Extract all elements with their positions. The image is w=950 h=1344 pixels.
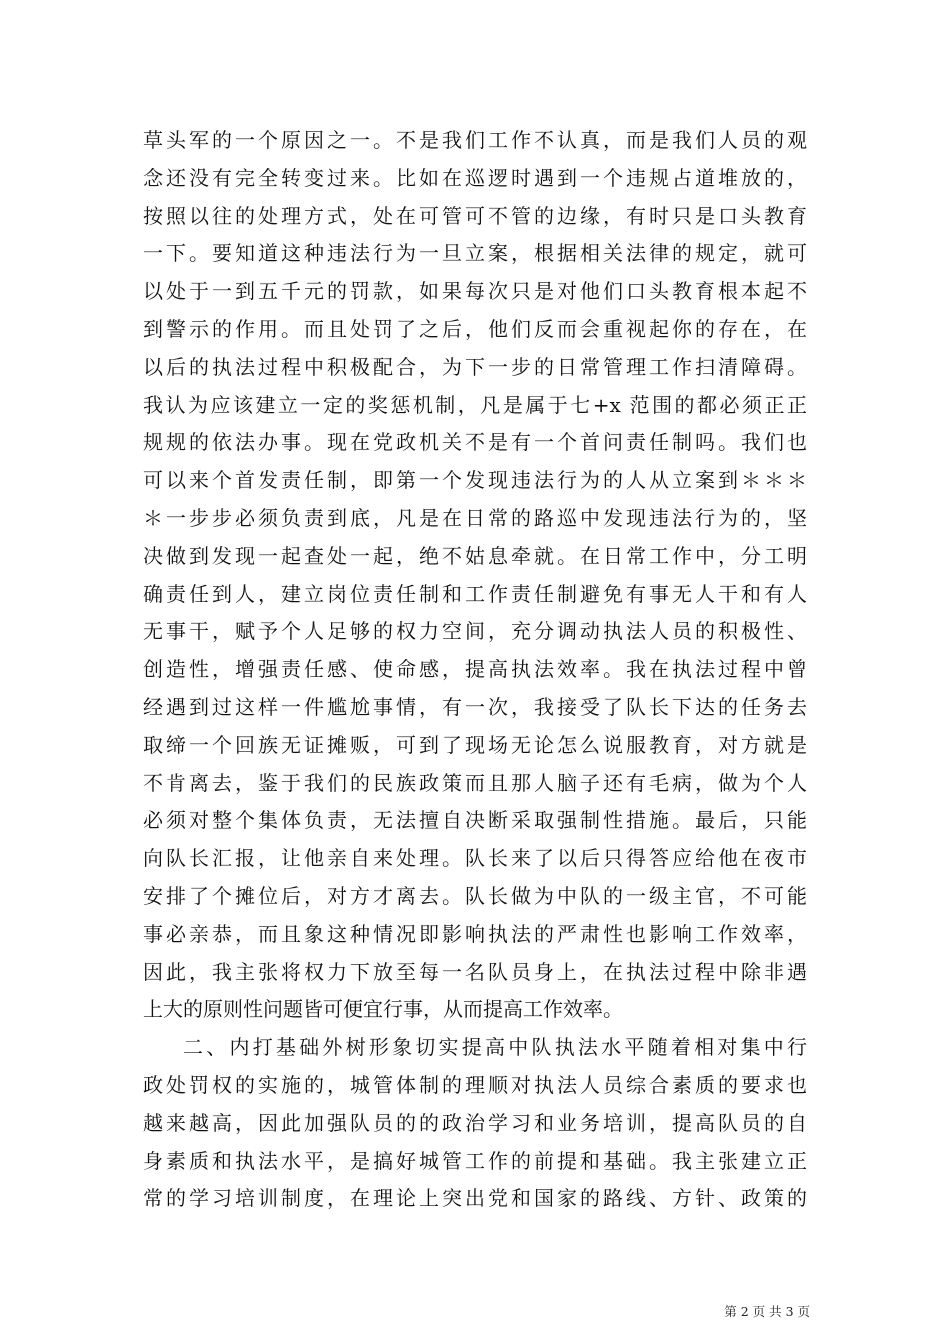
text-line: 安排了个摊位后，对方才离去。队长做为中队的一级主官，不可能 [143, 883, 807, 908]
text-line: 确责任到人，建立岗位责任制和工作责任制避免有事无人干和有人 [143, 581, 807, 606]
text-line: 向队长汇报，让他亲自来处理。队长来了以后只得答应给他在夜市 [143, 846, 807, 871]
text-line: ＊一步步必须负责到底，凡是在日常的路巡中发现违法行为的，坚 [143, 505, 807, 530]
text-line: 因此，我主张将权力下放至每一名队员身上，在执法过程中除非遇 [143, 959, 807, 984]
text-line: 政处罚权的实施的，城管体制的理顺对执法人员综合素质的要求也 [143, 1072, 807, 1097]
text-line: 我认为应该建立一定的奖惩机制，凡是属于七+x 范围的都必须正正 [143, 392, 807, 417]
section-heading-line: 二、内打基础外树形象切实提高中队执法水平随着相对集中行 [183, 1035, 807, 1060]
text-line: 念还没有完全转变过来。比如在巡逻时遇到一个违规占道堆放的， [143, 165, 807, 190]
text-line: 常的学习培训制度，在理论上突出党和国家的路线、方针、政策的 [143, 1186, 807, 1211]
page-number-footer: 第 2 页 共 3 页 [724, 1304, 810, 1319]
text-line: 可以来个首发责任制，即第一个发现违法行为的人从立案到＊＊＊ [143, 468, 807, 493]
text-line: 以处于一到五千元的罚款，如果每次只是对他们口头教育根本起不 [143, 279, 807, 304]
text-line: 规规的依法办事。现在党政机关不是有一个首问责任制吗。我们也 [143, 430, 807, 455]
body-text [143, 122, 807, 1218]
text-line: 以后的执法过程中积极配合，为下一步的日常管理工作扫清障碍。 [143, 354, 807, 379]
text-line: 按照以往的处理方式，处在可管可不管的边缘，有时只是口头教育 [143, 203, 807, 228]
text-line: 取缔一个回族无证摊贩，可到了现场无论怎么说服教育，对方就是 [143, 732, 807, 757]
text-line: 事必亲恭，而且象这种情况即影响执法的严肃性也影响工作效率， [143, 921, 807, 946]
text-line: 经遇到过这样一件尴尬事情，有一次，我接受了队长下达的任务去 [143, 694, 807, 719]
text-line: 决做到发现一起查处一起，绝不姑息牵就。在日常工作中，分工明 [143, 543, 807, 568]
text-line: 创造性，增强责任感、使命感，提高执法效率。我在执法过程中曾 [143, 657, 807, 682]
text-line: 到警示的作用。而且处罚了之后，他们反而会重视起你的存在，在 [143, 316, 807, 341]
paragraph-end-line: 上大的原则性问题皆可便宜行事，从而提高工作效率。 [143, 997, 623, 1022]
text-line: 草头军的一个原因之一。不是我们工作不认真，而是我们人员的观 [143, 128, 807, 152]
text-line: 越来越高，因此加强队员的的政治学习和业务培训，提高队员的自 [143, 1110, 807, 1135]
text-line: 必须对整个集体负责，无法擅自决断采取强制性措施。最后，只能 [143, 808, 807, 833]
text-line: 一下。要知道这种违法行为一旦立案，根据相关法律的规定，就可 [143, 241, 807, 266]
text-line: 身素质和执法水平，是搞好城管工作的前提和基础。我主张建立正 [143, 1148, 807, 1173]
text-line: 不肯离去，鉴于我们的民族政策而且那人脑子还有毛病，做为个人 [143, 770, 807, 795]
text-line: 无事干，赋予个人足够的权力空间，充分调动执法人员的积极性、 [143, 619, 807, 644]
